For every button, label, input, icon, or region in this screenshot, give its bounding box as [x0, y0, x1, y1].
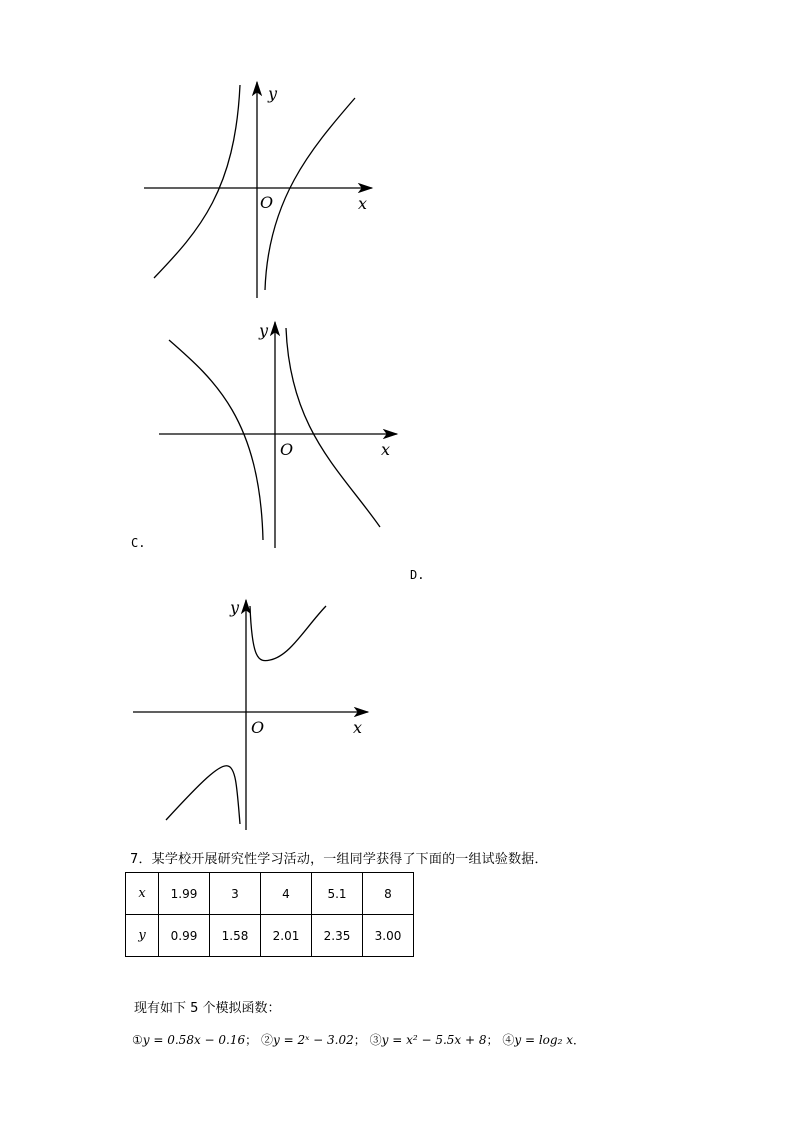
- curve-right-branch: [250, 606, 326, 661]
- model-4-expr: y = log₂ x: [514, 1033, 573, 1047]
- table-cell: 1.99: [159, 873, 210, 915]
- graph-2: [155, 320, 405, 552]
- model-3-sep: ；: [486, 1033, 499, 1047]
- models-intro: 现有如下 5 个模拟函数：: [134, 1001, 281, 1016]
- table-cell: 3.00: [363, 915, 414, 957]
- table-cell: 1.58: [210, 915, 261, 957]
- table-cell: 2.01: [261, 915, 312, 957]
- graph-3: [130, 598, 375, 833]
- curve-left-branch: [154, 85, 240, 278]
- y-axis-label: y: [230, 598, 240, 617]
- table-cell: 0.99: [159, 915, 210, 957]
- table-cell: 2.35: [312, 915, 363, 957]
- curve-left-branch: [166, 766, 240, 824]
- table-cell: 4: [261, 873, 312, 915]
- data-table: [125, 872, 414, 957]
- model-4-sep: ．: [572, 1033, 585, 1047]
- y-axis-label: y: [268, 84, 278, 103]
- model-2-sep: ；: [353, 1033, 366, 1047]
- y-axis-label: y: [259, 321, 269, 340]
- model-3-expr: y = x² − 5.5x + 8: [381, 1033, 487, 1047]
- curve-right-branch: [286, 328, 380, 527]
- table-cell: 8: [363, 873, 414, 915]
- x-axis-label: x: [353, 718, 363, 737]
- graph-1: [140, 80, 380, 305]
- model-1-number: ①: [132, 1033, 143, 1047]
- curve-right-branch: [265, 98, 355, 290]
- model-1-expr: y = 0.58x − 0.16: [142, 1033, 246, 1047]
- table-row-y: [126, 915, 414, 957]
- model-2-number: ②: [260, 1033, 273, 1047]
- origin-label: O: [260, 193, 274, 212]
- table-cell: 3: [210, 873, 261, 915]
- table-header-x: x: [126, 873, 159, 915]
- model-4-number: ④: [502, 1033, 515, 1047]
- table-cell: 5.1: [312, 873, 363, 915]
- origin-label: O: [251, 718, 265, 737]
- question-7-text: 7．某学校开展研究性学习活动，一组同学获得了下面的一组试验数据．: [130, 852, 548, 867]
- model-functions: [132, 1031, 585, 1048]
- x-axis-label: x: [358, 194, 368, 213]
- table-row-x: [126, 873, 414, 915]
- model-2-expr: y = 2ˣ − 3.02: [272, 1033, 354, 1047]
- x-axis-label: x: [381, 440, 391, 459]
- model-1-sep: ；: [245, 1033, 258, 1047]
- origin-label: O: [280, 440, 294, 459]
- option-d-label: D.: [410, 568, 425, 582]
- table-header-y: y: [126, 915, 159, 957]
- curve-left-branch: [169, 340, 263, 540]
- model-3-number: ③: [369, 1033, 382, 1047]
- option-c-label: C.: [131, 536, 146, 550]
